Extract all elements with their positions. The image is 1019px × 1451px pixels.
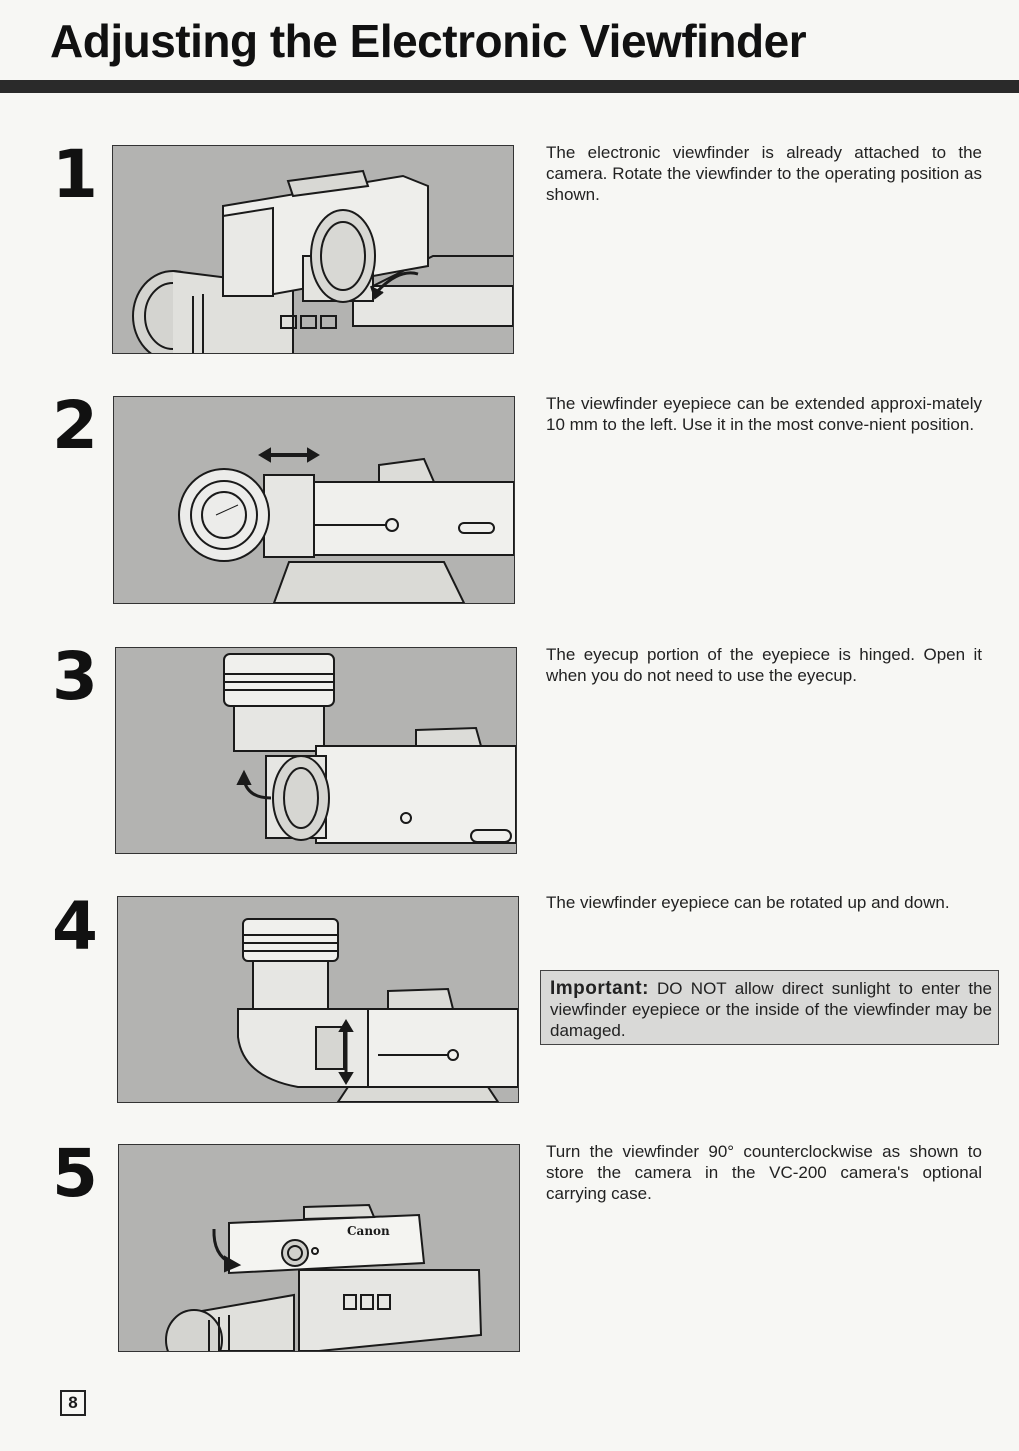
step-1-number: 1 bbox=[52, 136, 98, 213]
title-rule bbox=[0, 80, 1019, 93]
step-5-illustration bbox=[118, 1144, 520, 1352]
important-label: Important: bbox=[550, 978, 649, 999]
step-3-number: 3 bbox=[52, 638, 98, 715]
important-text: DO NOT allow direct sunlight to enter the viewfinder eyepiece or the inside of the viewfinder may be damaged. bbox=[550, 979, 992, 1040]
step-3-illustration bbox=[115, 647, 517, 854]
page-title: Adjusting the Electronic Viewfinder bbox=[50, 15, 807, 67]
step-1-illustration bbox=[112, 145, 514, 354]
step-5-description: Turn the viewfinder 90° counterclockwise as shown to store the camera in the VC-200 camera's optional carrying case. bbox=[546, 1142, 982, 1203]
step-4-illustration bbox=[117, 896, 519, 1103]
step-4-description: The viewfinder eyepiece can be rotated up and down. bbox=[546, 893, 950, 912]
step-1-description: The electronic viewfinder is already attached to the camera. Rotate the viewfinder to the operating position as shown. bbox=[546, 143, 982, 204]
step-4-number: 4 bbox=[52, 888, 98, 965]
step-2-description: The viewfinder eyepiece can be extended approxi-mately 10 mm to the left. Use it in the most conve-nient position. bbox=[546, 394, 982, 434]
step-5-number: 5 bbox=[52, 1135, 98, 1212]
important-notice bbox=[540, 970, 999, 1045]
step-3-description: The eyecup portion of the eyepiece is hinged. Open it when you do not need to use the eyecup. bbox=[546, 645, 982, 685]
canon-logo: Canon bbox=[347, 1224, 390, 1238]
page-number: 8 bbox=[60, 1390, 86, 1416]
step-2-illustration bbox=[113, 396, 515, 604]
step-2-number: 2 bbox=[52, 387, 98, 464]
